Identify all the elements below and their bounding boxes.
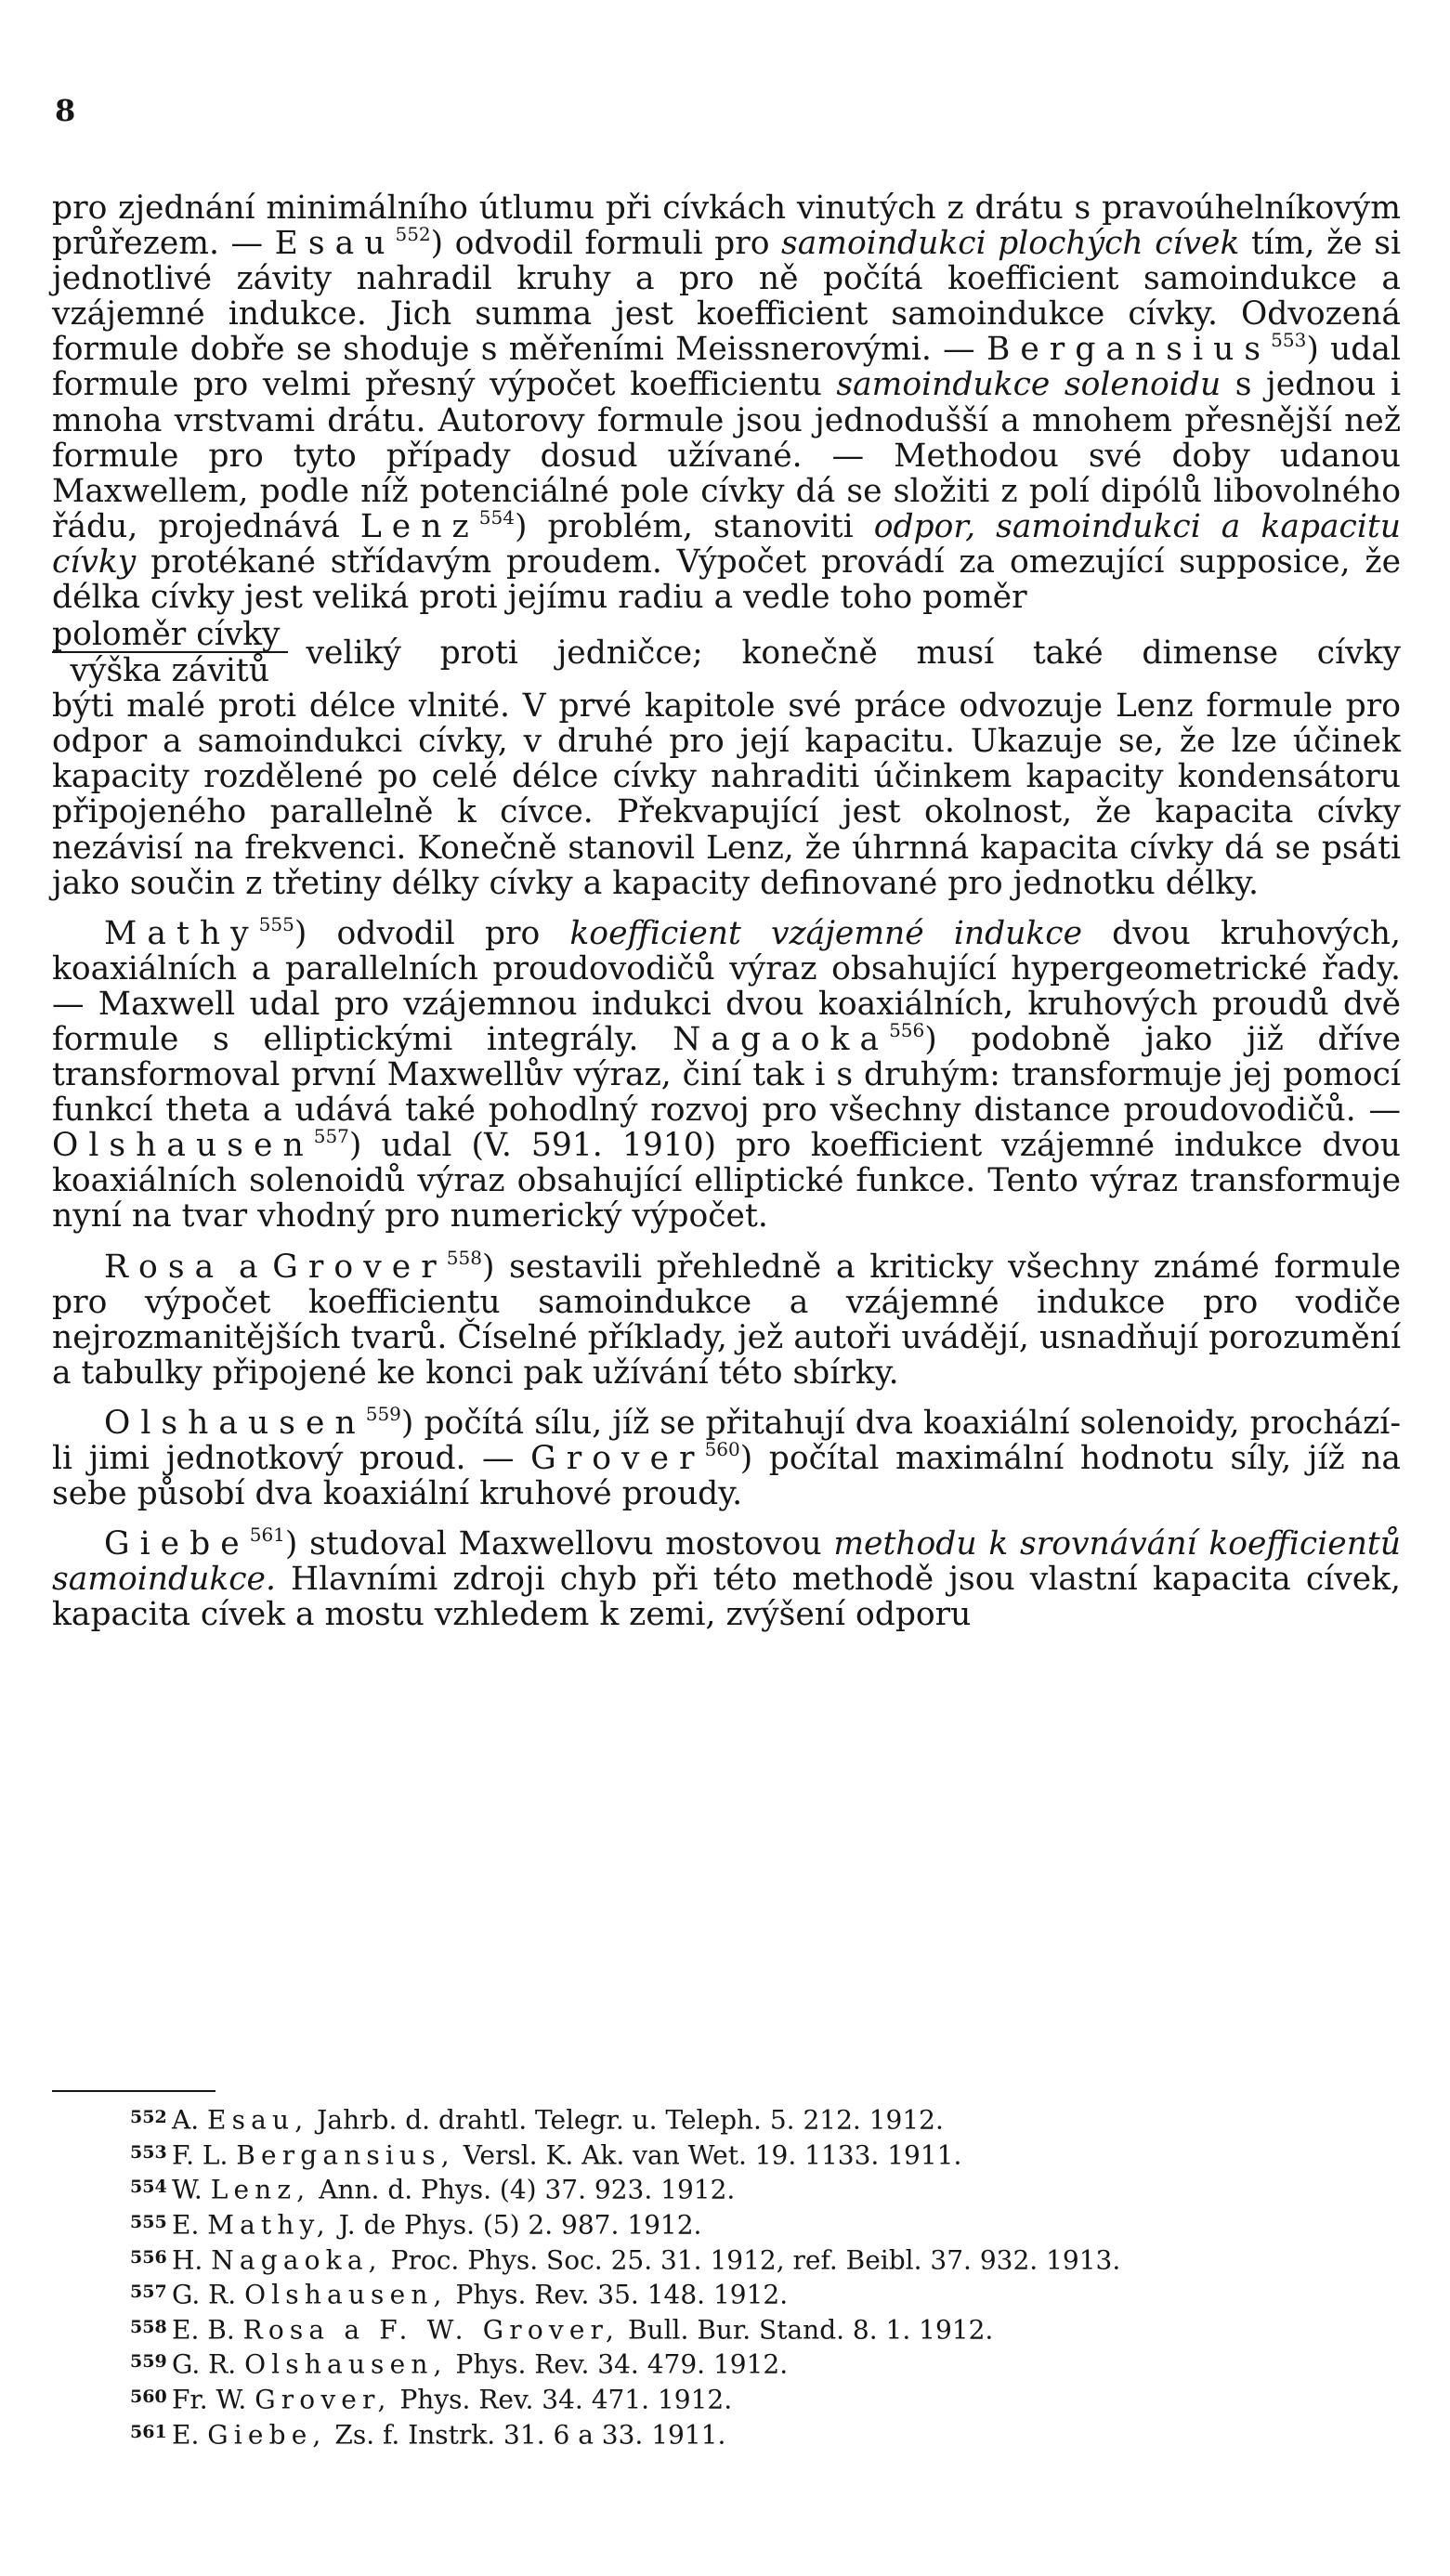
footnote-author: Mathy, [207, 2209, 331, 2241]
footnote-citation: Bull. Bur. Stand. 8. 1. 1912. [620, 2314, 994, 2346]
text: ) problém, stanoviti [514, 507, 874, 545]
author-olshausen: Olshausen [104, 1404, 366, 1442]
author-mathy: Mathy [104, 914, 259, 952]
footnote [130, 2206, 1412, 2242]
text: ) sestavili přehledně a kriticky všechny známé formule pro výpočet koefficientu samoindukce a vzájemné indukce pro vodiče nejrozmanitějších tvarů. Číselné příklady, jež autoři uvádějí, usnadňují porozumění a tabulky připojené ke konci pak užívání této sbírky. [52, 1248, 1401, 1392]
footnote-number: 560 [130, 2386, 167, 2408]
italic-term: samoindukci plochých cívek [781, 225, 1240, 263]
footnote [130, 2171, 1412, 2206]
footnote-number: 558 [130, 2316, 167, 2337]
text: tím, že si jednotlivé závity nahradil kruhy a pro ně počítá koefficient samoindukce a vzájemné indukce. Jich summa jest koefficient samoindukce cívky. Odvozená formule dobře se shoduje s měřeními Meissnerovými. — [52, 225, 1401, 369]
ref-555: 555 [258, 912, 294, 935]
footnote-author: Bergansius, [236, 2139, 455, 2171]
footnote-number: 553 [130, 2141, 167, 2163]
author-rosa: Rosa [104, 1248, 225, 1286]
footnote-initials: G. R. [172, 2279, 245, 2310]
footnote-initials: F. L. [172, 2139, 237, 2171]
fraction [52, 616, 288, 690]
footnote-author: Rosa a F. W. Grover, [242, 2314, 620, 2346]
text: ) studoval Maxwellovu mostovou [284, 1525, 834, 1563]
footnote-citation: Zs. f. Instrk. 31. 6 a 33. 1911. [326, 2419, 726, 2451]
text: ) počítal maximální hodnotu síly, jíž na sebe působí dva koaxiální kruhové proudy. [52, 1440, 1401, 1513]
footnote [130, 2242, 1412, 2277]
footnote-number: 557 [130, 2282, 167, 2303]
text: s jednou i mnoha vrstvami drátu. Autorovy formule jsou jednodušší a mnohem přesnější než formule pro tyto případy dosud užívané. — Methodou své doby udanou Maxwellem, podle níž potenciálné pole cívky dá se složiti z polí dipólů libovolného řádu, projednává [52, 366, 1401, 545]
text: dvou kruhových, koaxiálních a parallelních proudovodičů výraz obsahující hypergeometrické řady. — Maxwell udal pro vzájemnou indukci dvou koaxiálních, kruhových proudů dvě formule s elliptickými integrály. [52, 914, 1401, 1058]
ref-557: 557 [313, 1125, 349, 1148]
ref-556: 556 [889, 1018, 925, 1041]
ref-553: 553 [1271, 329, 1307, 352]
footnote-citation: Phys. Rev. 35. 148. 1912. [447, 2279, 789, 2310]
footnotes [130, 2101, 1412, 2451]
text: ) podobně jako již dříve transformoval první Maxwellův výraz, činí tak i s druhým: transformuje jej pomocí funkcí theta a udává také pohodlný rozvoj pro všechny distance proudovodičů. — [52, 1020, 1401, 1130]
footnote-number: 556 [130, 2246, 167, 2268]
footnote-author: Esau, [207, 2104, 309, 2136]
footnote [130, 2416, 1412, 2452]
text: ) odvodil formuli pro [430, 225, 782, 263]
footnote-initials: W. [172, 2174, 211, 2205]
footnote-initials: E. B. [172, 2314, 243, 2346]
footnote-author: Nagaoka, [211, 2244, 383, 2276]
footnote-author: Giebe, [207, 2419, 327, 2451]
footnote [130, 2137, 1412, 2172]
footnote-author: Grover, [255, 2384, 392, 2415]
author-lenz: Lenz [359, 507, 479, 545]
footnote-citation: J. de Phys. (5) 2. 987. 1912. [330, 2209, 702, 2241]
text: ) odvodil pro [294, 914, 570, 952]
ref-552: 552 [395, 223, 431, 246]
author-grover: Grover [530, 1440, 705, 1477]
paragraph-3 [52, 1246, 1401, 1392]
footnote-number: 552 [130, 2107, 167, 2127]
footnote [130, 2276, 1412, 2311]
footnote-initials: H. [172, 2244, 212, 2276]
footnote-divider [52, 2090, 216, 2092]
fraction-line [52, 616, 1401, 690]
ref-554: 554 [478, 505, 515, 529]
italic-term: samoindukce solenoidu [836, 366, 1221, 404]
footnote-citation: Ann. d. Phys. (4) 37. 923. 1912. [310, 2174, 736, 2205]
text: a [224, 1248, 273, 1286]
text: ) udal formule pro velmi přesný výpočet koefficientu [52, 331, 1401, 404]
body-text [52, 190, 1401, 1632]
fraction-denominator: výška závitů [70, 652, 269, 690]
footnote-initials: G. R. [172, 2349, 245, 2381]
author-olshausen: Olshausen [52, 1127, 314, 1165]
author-nagaoka: Nagaoka [673, 1020, 890, 1058]
footnote-initials: Fr. W. [172, 2384, 255, 2415]
paragraph-1-cont [52, 688, 1401, 901]
footnote-citation: Versl. K. Ak. van Wet. 19. 1133. 1911. [454, 2139, 962, 2171]
footnote-initials: E. [172, 2419, 208, 2451]
ref-561: 561 [249, 1523, 285, 1547]
footnote-number: 554 [130, 2177, 167, 2198]
footnote [130, 2381, 1412, 2416]
author-giebe: Giebe [104, 1525, 250, 1563]
text: ) počítá sílu, jíž se přitahují dva koaxiální solenoidy, prochází-li jimi jednotkový proud. — [52, 1404, 1401, 1477]
text: pro zjednání minimálního útlumu při cívkách vinutých z drátu s pravoúhelníkovým průřezem. — [52, 190, 1401, 263]
ref-559: 559 [365, 1402, 401, 1425]
footnote-author: Olshausen, [244, 2279, 448, 2310]
fraction-numerator: poloměr cívky [52, 619, 288, 653]
text: veliký proti jedničce; konečně musí také dimense cívky [306, 634, 1401, 672]
footnote-author: Lenz, [210, 2174, 311, 2205]
footnote-citation: Proc. Phys. Soc. 25. 31. 1912, ref. Beibl. 37. 932. 1913. [382, 2244, 1121, 2276]
text: býti malé proti délce vlnité. V prvé kapitole své práce odvozuje Lenz formule pro odpor a samoindukci cívky, v druhé pro její kapacitu. Ukazuje se, že lze účinek kapacity rozdělené po celé délce cívky nahraditi účinkem kapacity kondensátoru připojeného parallelně k cívce. Překvapující jest okolnost, že kapacita cívky nezávisí na frekvenci. Konečně stanovil Lenz, že úhrnná kapacita cívky dá se psáti jako součin z třetiny délky cívky a kapacity definované pro jednotku délky. [52, 687, 1401, 902]
footnote-number: 559 [130, 2351, 167, 2373]
footnote [130, 2346, 1412, 2381]
footnote [130, 2311, 1412, 2347]
footnote-author: Olshausen, [244, 2349, 448, 2381]
author-esau: Esau [274, 225, 396, 263]
italic-term: koefficient vzájemné indukce [569, 914, 1083, 952]
paragraph-4 [52, 1402, 1401, 1513]
footnote-citation: Phys. Rev. 34. 479. 1912. [447, 2349, 789, 2381]
ref-560: 560 [704, 1438, 740, 1460]
footnote [130, 2101, 1412, 2137]
footnote-number: 561 [130, 2421, 167, 2442]
author-bergansius: Bergansius [986, 331, 1272, 369]
footnote-initials: A. [172, 2104, 208, 2136]
text: Hlavními zdroji chyb při této methodě jsou vlastní kapacita cívek, kapacita cívek a mostu vzhledem k zemi, zvýšení odporu [52, 1561, 1401, 1634]
paragraph-2 [52, 912, 1401, 1236]
italic-term: odpor, samoindukci a kapacitu cívky [52, 507, 1401, 581]
text: protékané střídavým proudem. Výpočet provádí za omezující supposice, že délka cívky jest veliká proti jejímu radiu a vedle toho poměr [52, 543, 1401, 617]
footnote-citation: Phys. Rev. 34. 471. 1912. [391, 2384, 733, 2415]
page-number: 8 [55, 93, 76, 128]
text: ) udal (V. 591. 1910) pro koefficient vzájemné indukce dvou koaxiálních solenoidů výraz obsahující elliptické funkce. Tento výraz transformuje nyní na tvar vhodný pro numerický výpočet. [52, 1127, 1401, 1236]
footnote-initials: E. [172, 2209, 208, 2241]
author-grover: Grover [272, 1248, 447, 1286]
paragraph-1 [52, 190, 1401, 615]
italic-term: methodu k srovnávání koefficientů samoindukce. [52, 1525, 1401, 1599]
footnote-citation: Jahrb. d. drahtl. Telegr. u. Teleph. 5. 212. 1912. [308, 2104, 944, 2136]
footnote-number: 555 [130, 2211, 167, 2232]
ref-558: 558 [446, 1246, 482, 1269]
paragraph-5 [52, 1523, 1401, 1634]
